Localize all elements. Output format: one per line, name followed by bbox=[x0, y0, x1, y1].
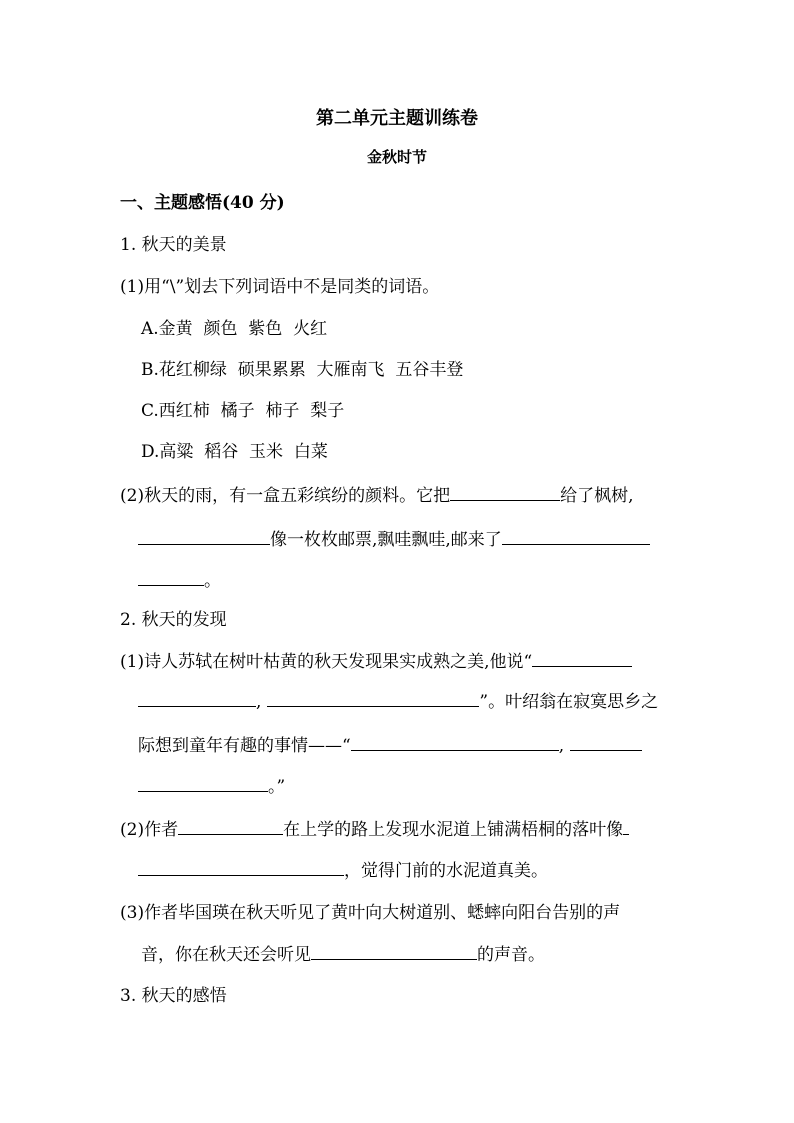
item-text: 用“\”划去下列词语中不是同类的词语。 bbox=[144, 277, 440, 297]
page-title: 第二单元主题训练卷 bbox=[316, 108, 478, 129]
answer-blank[interactable] bbox=[450, 484, 560, 501]
option-d bbox=[141, 441, 328, 463]
answer-blank[interactable] bbox=[351, 734, 559, 751]
item-text: 。 bbox=[204, 571, 221, 591]
answer-blank[interactable] bbox=[570, 734, 642, 751]
option-text: A.金黄 颜色 紫色 火红 bbox=[141, 319, 328, 339]
answer-blank[interactable] bbox=[178, 818, 283, 835]
item-text: 。” bbox=[268, 777, 286, 797]
item-text: 际想到童年有趣的事情——“ bbox=[138, 736, 351, 756]
item-text: 诗人苏轼在树叶枯黄的秋天发现果实成熟之美,他说“ bbox=[144, 652, 533, 672]
answer-blank[interactable] bbox=[267, 690, 479, 707]
answer-blank[interactable] bbox=[311, 943, 477, 960]
option-b bbox=[141, 359, 463, 381]
option-a bbox=[141, 318, 327, 340]
option-text: B.花红柳绿 硕果累累 大雁南飞 五谷丰登 bbox=[141, 360, 464, 380]
item-text: , bbox=[256, 692, 262, 712]
item-label: (2) bbox=[120, 820, 145, 840]
answer-blank[interactable] bbox=[532, 650, 632, 667]
item-text: 的声音。 bbox=[477, 945, 545, 965]
item-label: (3) bbox=[120, 903, 145, 923]
item-text: 作者毕国瑛在秋天听见了黄叶向大树道别、蟋蟀向阳台告别的声 bbox=[144, 903, 621, 923]
question-item-cont bbox=[138, 859, 548, 882]
answer-blank[interactable] bbox=[138, 690, 256, 707]
item-text: 音，你在秋天还会听见 bbox=[141, 945, 311, 965]
question-heading: 2. 秋天的发现 bbox=[120, 610, 227, 630]
item-text: , bbox=[558, 736, 565, 756]
question-item bbox=[120, 650, 632, 673]
item-text: 给了枫树, bbox=[560, 486, 634, 506]
question-heading: 3. 秋天的感悟 bbox=[120, 986, 227, 1006]
question-item bbox=[120, 818, 629, 841]
question-item-cont bbox=[141, 943, 545, 966]
question-item-cont bbox=[138, 734, 642, 757]
page-subtitle: 金秋时节 bbox=[366, 148, 427, 166]
question-item-cont bbox=[138, 569, 221, 592]
item-label: (1) bbox=[120, 277, 145, 297]
question-item-cont bbox=[138, 528, 650, 551]
item-text: 秋天的雨，有一盒五彩缤纷的颜料。它把 bbox=[144, 486, 451, 506]
option-text: D.高粱 稻谷 玉米 白菜 bbox=[141, 442, 328, 462]
question-item-cont bbox=[138, 775, 285, 798]
question-item-cont bbox=[138, 690, 658, 713]
section-heading: 一、主题感悟(40 分) bbox=[120, 193, 285, 213]
answer-blank[interactable] bbox=[138, 569, 204, 586]
item-text: 作者 bbox=[144, 820, 179, 840]
question-item bbox=[120, 484, 634, 507]
answer-blank[interactable] bbox=[138, 859, 344, 876]
question-item bbox=[120, 276, 439, 298]
item-text: 像一枚枚邮票,飘哇飘哇,邮来了 bbox=[270, 530, 502, 550]
item-label: (1) bbox=[120, 652, 145, 672]
item-label: (2) bbox=[120, 486, 145, 506]
answer-blank[interactable] bbox=[138, 528, 270, 545]
answer-blank[interactable] bbox=[502, 528, 650, 545]
item-text: 在上学的路上发现水泥道上铺满梧桐的落叶像 bbox=[283, 820, 624, 840]
option-c bbox=[141, 400, 344, 422]
item-text: ，觉得门前的水泥道真美。 bbox=[344, 861, 548, 881]
question-heading: 1. 秋天的美景 bbox=[120, 235, 227, 255]
option-text: C.西红柿 橘子 柿子 梨子 bbox=[141, 401, 345, 421]
question-item bbox=[120, 902, 620, 924]
answer-blank[interactable] bbox=[623, 818, 629, 835]
item-text: ”。叶绍翁在寂寞思乡之 bbox=[479, 692, 659, 712]
answer-blank[interactable] bbox=[138, 775, 268, 792]
